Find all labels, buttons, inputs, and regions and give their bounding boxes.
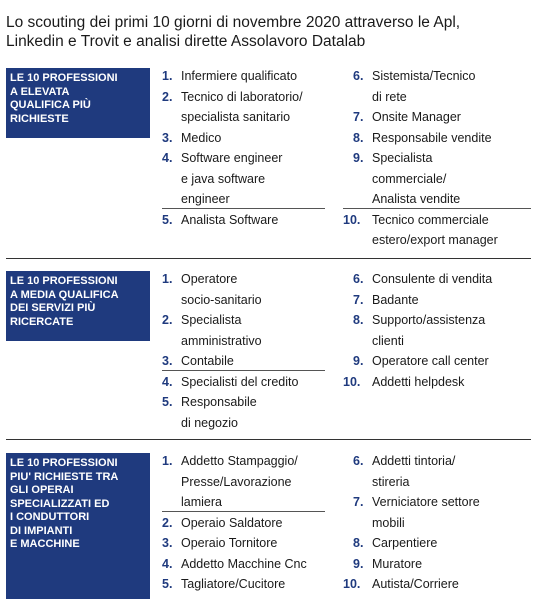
item-text: Presse/Lavorazione <box>181 474 292 489</box>
item-number: 1. <box>162 454 173 468</box>
item-number: 6. <box>353 272 364 286</box>
heading-line: RICHIESTE <box>10 112 69 125</box>
item-text: e java software <box>181 171 266 186</box>
section-divider <box>6 258 531 259</box>
heading-line: DEI SERVIZI PIÙ <box>10 302 96 314</box>
item-number: 5. <box>162 577 173 591</box>
heading-line: DI IMPIANTI <box>10 524 73 537</box>
item-text: di negozio <box>181 415 238 430</box>
item-text: Autista/Corriere <box>372 577 459 591</box>
item-text: stireria <box>372 474 410 489</box>
item-number: 9. <box>353 151 364 165</box>
item-number: 9. <box>353 354 364 368</box>
item-number: 7. <box>353 495 364 509</box>
item-number: 7. <box>353 292 364 307</box>
heading-line: A MEDIA QUALIFICA <box>10 288 119 301</box>
item-text: Addetti helpdesk <box>372 374 465 389</box>
item-text: Specialista <box>181 313 242 327</box>
item-text: Onsite Manager <box>372 110 461 124</box>
item-separator <box>162 208 325 209</box>
item-text: socio-sanitario <box>181 292 262 307</box>
item-text: lamiera <box>181 495 222 509</box>
item-number: 4. <box>162 556 173 571</box>
item-text: amministrativo <box>181 333 262 348</box>
heading-line: LE 10 PROFESSIONI <box>10 275 118 287</box>
item-text: Addetto Stampaggio/ <box>181 454 298 468</box>
heading-line: I CONDUTTORI <box>10 511 90 523</box>
item-number: 4. <box>162 374 173 389</box>
item-text: Contabile <box>181 354 234 368</box>
item-separator <box>162 511 325 512</box>
heading-line: LE 10 PROFESSIONI <box>10 72 118 84</box>
heading-line: GLI OPERAI <box>10 484 74 496</box>
item-text: Badante <box>372 292 419 307</box>
item-number: 10. <box>343 577 361 591</box>
item-number: 8. <box>353 536 364 550</box>
item-number: 8. <box>353 313 364 327</box>
item-text: commerciale/ <box>372 171 447 186</box>
item-text: clienti <box>372 333 404 348</box>
item-text: Carpentiere <box>372 536 438 550</box>
item-text: Operatore call center <box>372 354 489 368</box>
item-number: 5. <box>162 212 173 227</box>
item-text: Specialisti del credito <box>181 374 299 389</box>
item-number: 9. <box>353 556 364 571</box>
item-text: engineer <box>181 192 230 206</box>
item-text: di rete <box>372 89 407 104</box>
item-text: mobili <box>372 515 405 530</box>
item-text: Tagliatore/Cucitore <box>181 577 286 591</box>
item-number: 2. <box>162 313 173 327</box>
item-text: Analista vendite <box>372 192 461 206</box>
item-text: specialista sanitario <box>181 110 291 124</box>
item-text: Medico <box>181 130 222 145</box>
item-number: 6. <box>353 69 364 83</box>
item-text: Supporto/assistenza <box>372 313 486 327</box>
item-text: Addetti tintoria/ <box>372 454 456 468</box>
item-number: 1. <box>162 272 173 286</box>
item-text: Operaio Tornitore <box>181 536 278 550</box>
item-number: 8. <box>353 130 364 145</box>
item-text: Analista Software <box>181 212 279 227</box>
title-line-1: Lo scouting dei primi 10 giorni di novembre 2020 attraverso le Apl, <box>6 14 461 31</box>
heading-line: SPECIALIZZATI ED <box>10 497 110 510</box>
item-text: Verniciatore settore <box>372 495 480 509</box>
item-number: 2. <box>162 515 173 530</box>
item-text: Addetto Macchine Cnc <box>181 556 307 571</box>
item-text: Tecnico di laboratorio/ <box>181 89 303 104</box>
heading-line: QUALIFICA PIÙ <box>10 99 91 111</box>
item-text: Software engineer <box>181 151 283 165</box>
section-heading-box <box>6 68 150 138</box>
item-number: 10. <box>343 212 361 227</box>
item-text: Operaio Saldatore <box>181 515 283 530</box>
heading-line: E MACCHINE <box>10 538 80 550</box>
item-text: Responsabile <box>181 395 257 409</box>
item-separator <box>162 370 325 371</box>
item-number: 7. <box>353 110 364 124</box>
section-heading-box <box>6 271 150 341</box>
item-text: Infermiere qualificato <box>181 69 298 83</box>
item-number: 3. <box>162 130 173 145</box>
item-number: 3. <box>162 536 173 550</box>
item-text: Responsabile vendite <box>372 130 492 145</box>
item-text: estero/export manager <box>372 233 498 247</box>
item-number: 2. <box>162 89 173 104</box>
section-heading-box <box>6 453 150 599</box>
heading-line: LE 10 PROFESSIONI <box>10 457 118 469</box>
item-number: 10. <box>343 374 361 389</box>
item-number: 4. <box>162 151 173 165</box>
item-separator <box>343 208 531 209</box>
heading-line: A ELEVATA <box>10 85 70 98</box>
heading-line: PIU' RICHIESTE TRA <box>10 470 119 483</box>
item-text: Tecnico commerciale <box>372 212 489 227</box>
item-number: 6. <box>353 454 364 468</box>
item-number: 5. <box>162 395 173 409</box>
item-text: Sistemista/Tecnico <box>372 69 476 83</box>
item-text: Consulente di vendita <box>372 272 493 286</box>
item-number: 3. <box>162 354 173 368</box>
heading-line: RICERCATE <box>10 315 74 328</box>
item-text: Operatore <box>181 272 238 286</box>
item-number: 1. <box>162 69 173 83</box>
title-line-2: Linkedin e Trovit e analisi dirette Assolavoro Datalab <box>6 33 366 50</box>
section-divider <box>6 439 531 440</box>
item-text: Specialista <box>372 151 433 165</box>
infographic-title <box>6 13 531 51</box>
item-text: Muratore <box>372 556 423 571</box>
